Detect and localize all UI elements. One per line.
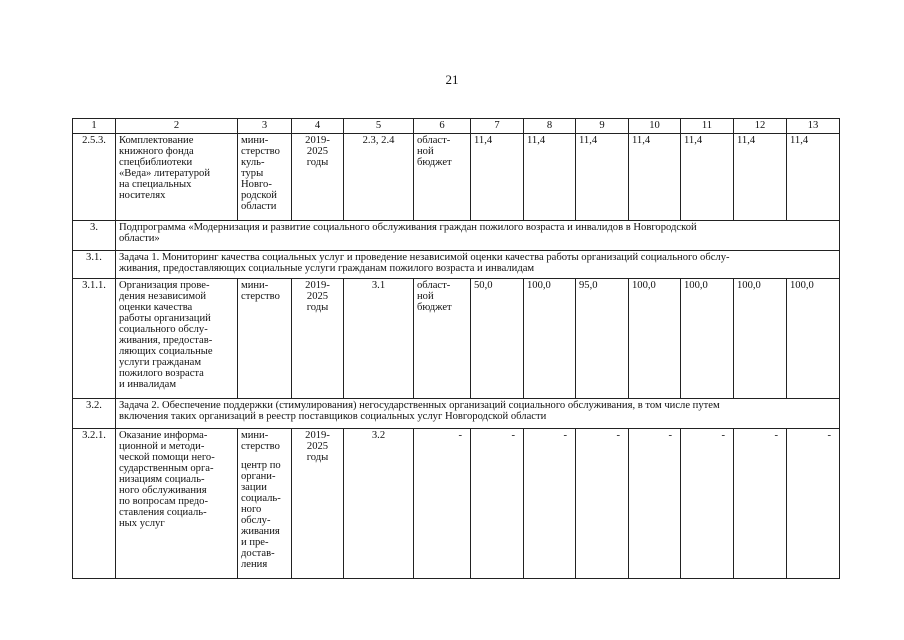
row-executor	[238, 429, 292, 579]
row-value: -	[734, 429, 787, 579]
section-title: Задача 1. Мониторинг качества социальных услуг и проведение независимой оценки качества работы организаций социального обслу- живания, предоставляющих социальные услуги гражданам пожилого возраста и инвалидам	[116, 251, 840, 279]
header-cell: 8	[524, 119, 576, 134]
row-code: 3.2.1.	[73, 429, 116, 579]
row-period: 2019- 2025 годы	[292, 134, 344, 221]
row-value: -	[681, 429, 734, 579]
row-source: област- ной бюджет	[414, 279, 471, 399]
row-value: 100,0	[524, 279, 576, 399]
header-cell: 9	[576, 119, 629, 134]
row-value: 11,4	[524, 134, 576, 221]
row-value: 50,0	[471, 279, 524, 399]
row-period: 2019- 2025 годы	[292, 279, 344, 399]
row-value: 11,4	[471, 134, 524, 221]
row-period: 2019- 2025 годы	[292, 429, 344, 579]
row-value: 11,4	[629, 134, 681, 221]
header-cell: 3	[238, 119, 292, 134]
row-name: Организация прове- дения независимой оценки качества работы организаций социального обслу- живания, предостав- ляющих социальные услуги гражданам пожилого возраста и инвалидам	[116, 279, 238, 399]
header-cell: 5	[344, 119, 414, 134]
row-value: -	[629, 429, 681, 579]
section-row	[73, 399, 840, 429]
table-row	[73, 134, 840, 221]
row-value: -	[787, 429, 840, 579]
row-code: 3.1.	[73, 251, 116, 279]
row-value: 100,0	[734, 279, 787, 399]
row-value: 100,0	[787, 279, 840, 399]
row-executor: мини- стерство куль- туры Новго- родской области	[238, 134, 292, 221]
program-table	[72, 118, 840, 579]
row-value: 95,0	[576, 279, 629, 399]
row-value: 100,0	[629, 279, 681, 399]
header-row	[73, 119, 840, 134]
row-code: 2.5.3.	[73, 134, 116, 221]
table-row	[73, 279, 840, 399]
row-code: 3.1.1.	[73, 279, 116, 399]
row-value: 11,4	[734, 134, 787, 221]
page-number: 21	[445, 72, 459, 87]
row-value: -	[471, 429, 524, 579]
header-cell: 6	[414, 119, 471, 134]
row-name: Комплектование книжного фонда спецбиблиотеки «Веда» литературой на специальных носителях	[116, 134, 238, 221]
row-value: 11,4	[787, 134, 840, 221]
section-title: Подпрограмма «Модернизация и развитие социального обслуживания граждан пожилого возраста и инвалидов в Новгородской области»	[116, 221, 840, 251]
header-cell: 13	[787, 119, 840, 134]
row-source: област- ной бюджет	[414, 134, 471, 221]
header-cell: 2	[116, 119, 238, 134]
table-row	[73, 429, 840, 579]
row-target: 3.2	[344, 429, 414, 579]
header-cell: 4	[292, 119, 344, 134]
row-target: 2.3, 2.4	[344, 134, 414, 221]
header-cell: 1	[73, 119, 116, 134]
section-title: Задача 2. Обеспечение поддержки (стимулирования) негосударственных организаций социального обслуживания, в том числе путем включения таких организаций в реестр поставщиков социальных услуг Новгородской области	[116, 399, 840, 429]
row-executor: мини- стерство	[238, 279, 292, 399]
row-value: -	[576, 429, 629, 579]
row-value: 100,0	[681, 279, 734, 399]
executor-secondary: центр по органи- зации социаль- ного обслу- живания и пре- достав- ления	[241, 460, 281, 570]
row-value: 11,4	[576, 134, 629, 221]
row-name: Оказание информа- ционной и методи- ческой помощи него- сударственным орга- низациям социаль- ного обслуживания по вопросам предо- ставления социаль- ных услуг	[116, 429, 238, 579]
section-row	[73, 221, 840, 251]
row-target: 3.1	[344, 279, 414, 399]
header-cell: 12	[734, 119, 787, 134]
row-code: 3.2.	[73, 399, 116, 429]
header-cell: 11	[681, 119, 734, 134]
row-value: 11,4	[681, 134, 734, 221]
header-cell: 7	[471, 119, 524, 134]
section-row	[73, 251, 840, 279]
row-value: -	[414, 429, 471, 579]
executor-primary: мини- стерство	[241, 430, 280, 452]
header-cell: 10	[629, 119, 681, 134]
row-code: 3.	[73, 221, 116, 251]
row-value: -	[524, 429, 576, 579]
